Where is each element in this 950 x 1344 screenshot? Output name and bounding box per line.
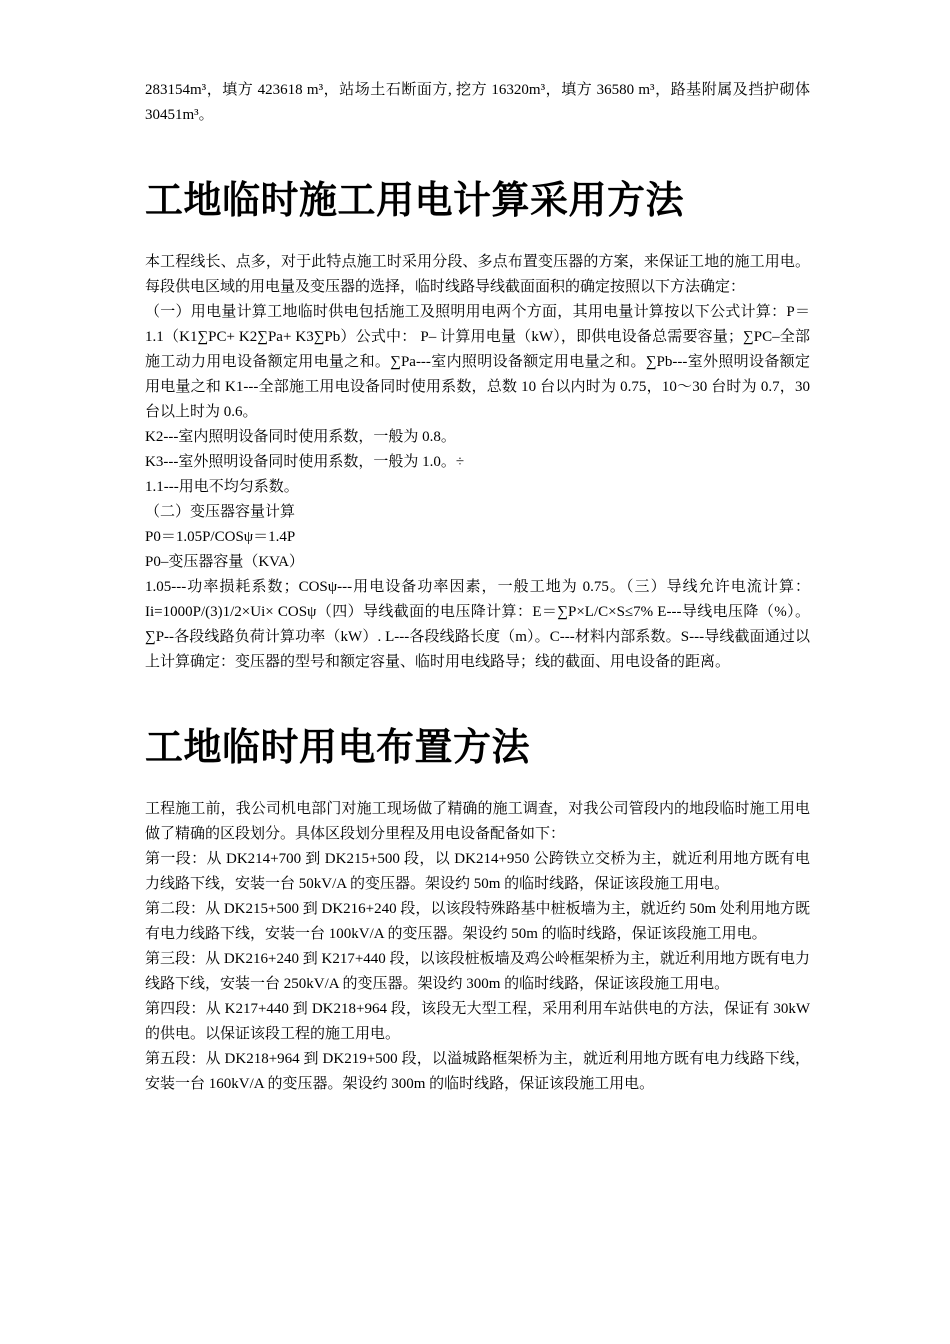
section2-paragraph: 第三段：从 DK216+240 到 K217+440 段，以该段桩板墙及鸡公岭框架桥为主，就近利用地方既有电力线路下线，安装一台 250kV/A 的变压器。架设约 300m 的临时线路，保证该段施工用电。 (145, 951, 810, 992)
section1-paragraph: K2---室内照明设备同时使用系数，一般为 0.8。 (145, 429, 456, 445)
section2-paragraph: 第二段：从 DK215+500 到 DK216+240 段，以该段特殊路基中桩板墙为主，就近约 50m 处利用地方既有电力线路下线，安装一台 100kV/A 的变压器。架设约 50m 的临时线路，保证该段施工用电。 (145, 901, 810, 942)
section1-heading: 工地临时施工用电计算采用方法 (145, 178, 685, 222)
section2-paragraph: 第五段：从 DK218+964 到 DK219+500 段，以溢城路框架桥为主，就近利用地方既有电力线路下线，安装一台 160kV/A 的变压器。架设约 300m 的临时线路，保证该段施工用电。 (145, 1051, 810, 1092)
section1-paragraph: P0–变压器容量（KVA） (145, 554, 304, 570)
document-page (145, 78, 810, 1097)
section2-paragraph: 第四段：从 K217+440 到 DK218+964 段，该段无大型工程，采用利用车站供电的方法，保证有 30kW 的供电。以保证该段工程的施工用电。 (145, 1001, 810, 1042)
section2-paragraph: 第一段：从 DK214+700 到 DK215+500 段，以 DK214+950 公跨铁立交桥为主，就近利用地方既有电力线路下线，安装一台 50kV/A 的变压器。架设约 50m 的临时线路，保证该段施工用电。 (145, 851, 810, 892)
section2-heading: 工地临时用电布置方法 (145, 725, 531, 769)
section1-paragraph: 本工程线长、点多，对于此特点施工时采用分段、多点布置变压器的方案，来保证工地的施工用电。每段供电区域的用电量及变压器的选择，临时线路导线截面面积的确定按照以下方法确定： (145, 254, 810, 295)
section2-paragraph: 工程施工前，我公司机电部门对施工现场做了精确的施工调查，对我公司管段内的地段临时施工用电做了精确的区段划分。具体区段划分里程及用电设备配备如下： (145, 801, 810, 842)
section1-paragraph: 1.05---功率损耗系数；COSψ---用电设备功率因素，一般工地为 0.75。（三）导线允许电流计算：Ii=1000P/(3)1/2×Ui× COSψ（四）导线截面的电压降计算：E＝∑P×L/C×S≤7% E---导线电压降（%）。∑P--各段线路负荷计算功率（kW）. L---各段线路长度（m）。C---材料内部系数。S---导线截面通过以上计算确定：变压器的型号和额定容量、临时用电线路导；线的截面、用电设备的距离。 (145, 579, 810, 670)
section1-paragraph: 1.1---用电不均匀系数。 (145, 479, 299, 495)
section1-paragraph: （一）用电量计算工地临时供电包括施工及照明用电两个方面，其用电量计算按以下公式计算：P＝1.1（K1∑PC+ K2∑Pa+ K3∑Pb）公式中： P– 计算用电量（kW），即供电设备总需要容量；∑PC–全部施工动力用电设备额定用电量之和。∑Pa---室内照明设备额定用电量之和。∑Pb---室外照明设备额定用电量之和 K1---全部施工用电设备同时使用系数，总数 10 台以内时为 0.75，10～30 台时为 0.7，30 台以上时为 0.6。 (145, 304, 810, 420)
intro-paragraph: 283154m³，填方 423618 m³，站场土石断面方, 挖方 16320m³，填方 36580 m³，路基附属及挡护砌体 30451m³。 (145, 82, 810, 123)
section1-paragraph: （二）变压器容量计算 (145, 504, 296, 520)
section1-paragraph: K3---室外照明设备同时使用系数，一般为 1.0。÷ (145, 454, 465, 470)
section1-paragraph: P0＝1.05P/COSψ＝1.4P (145, 529, 296, 545)
